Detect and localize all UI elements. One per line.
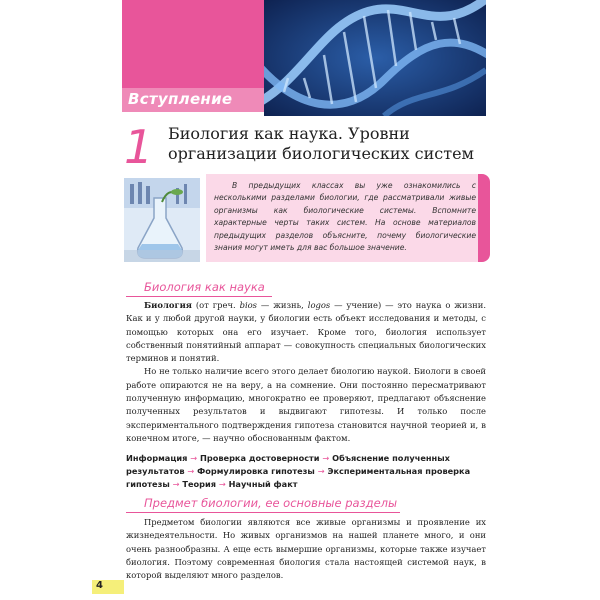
chapter-number: 1 <box>124 120 154 174</box>
section-heading-subject-of-biology: Предмет биологии, ее основные разделы <box>144 496 398 510</box>
arrow-right-icon: → <box>218 479 226 490</box>
paragraph: Но не только наличие всего этого делает биологию наукой. Биологи в своей работе опираются не на веру, а на сомнение. Они постоянно пересматривают полученную информацию, многократно ее проверяют, предлагают объяснение полученных результатов и выдвигают гипотезы. И только после экспериментального подтверждения гипотеза становится научной теорией и, в конечном итоге, — научно обоснованным фактом. <box>126 366 486 443</box>
section1-text <box>126 299 486 445</box>
scientific-method-flow <box>126 452 488 492</box>
flow-step: Научный факт <box>228 479 298 490</box>
flow-step: Проверка достоверности <box>200 453 320 463</box>
arrow-right-icon: → <box>187 466 195 477</box>
flow-step: Экспериментальная проверка гипотезы <box>126 466 471 490</box>
flow-step: Объяснение полученных результатов <box>126 453 450 477</box>
intro-box-accent <box>478 174 490 262</box>
paragraph: Биология (от греч. bios — жизнь, logos — учение) — это наука о жизни. Как и у любой другой науки, у биологии есть объект исследования и методы, с помощью которых она его изучает. Кроме того, биология использует собственный понятийный аппарат — совокупность специальных биологических терминов и понятий. <box>126 300 486 364</box>
term-biology: Биология <box>144 300 192 310</box>
paragraph: Предметом биологии являются все живые организмы и проявление их жизнедеятельности. Но живых организмов на нашей планете много, и они очень разнообразны. А еще есть вымершие организмы, которые также изучает биология. Поэтому современная биология стала настоящей системой наук, в которой выделяют много разделов. <box>126 517 486 581</box>
lab-flask-image <box>124 178 200 262</box>
flow-step: Информация <box>126 453 188 463</box>
section-underline <box>126 296 272 297</box>
section-heading-biology-as-science: Биология как наука <box>144 280 265 294</box>
arrow-right-icon: → <box>317 466 325 477</box>
section-label: Вступление <box>128 90 233 108</box>
page-number: 4 <box>96 580 103 591</box>
chapter-title: Биология как наука. Уровни организации биологических систем <box>168 124 474 163</box>
arrow-right-icon: → <box>172 479 180 490</box>
intro-question-text: В предыдущих классах вы уже ознакомились с несколькими разделами биологии, где рассматривали живые организмы как биологические системы. Вспомните характерные черты таких систем. На основе материалов предыдущих разделов объясните, почему биологические знания могут иметь для вас большое значение. <box>214 181 476 253</box>
dna-helix-image <box>264 0 486 116</box>
flow-step: Формулировка гипотезы <box>197 466 315 477</box>
section2-text <box>126 516 486 582</box>
section-underline <box>126 512 400 513</box>
arrow-right-icon: → <box>190 453 198 463</box>
arrow-right-icon: → <box>322 453 330 463</box>
flow-step: Теория <box>182 479 216 490</box>
